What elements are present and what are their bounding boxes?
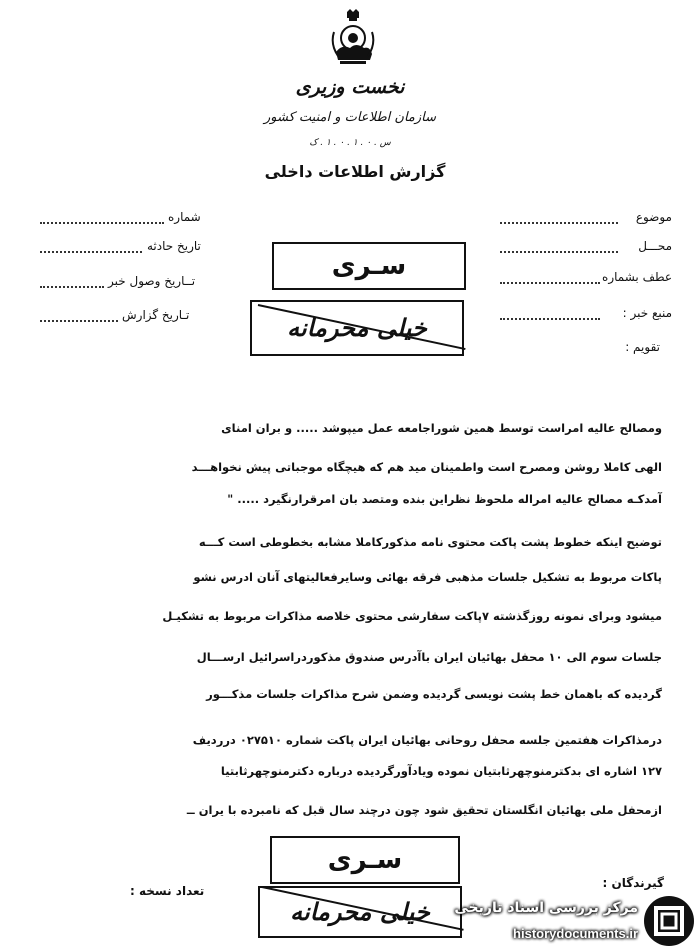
watermark-title: مرکز بررسی اسناد تاریخی	[454, 900, 638, 916]
body-line-10: ۱۲۷ اشاره ای بدکترمنوچهرثابتیان نموده ویادآورگردیده درباره دکترمنوچهرثابتیا	[220, 764, 662, 778]
number-dots	[40, 222, 164, 224]
place-dots	[500, 251, 618, 253]
stamp-very-confidential-bottom: خیلی محرمانه	[258, 886, 462, 938]
stamp-very-confidential-top: خیلی محرمانه	[250, 300, 464, 356]
label-receive-date: تــاریخ وصول خبر	[108, 274, 196, 288]
body-line-2: الهی کاملا روشن ومصرح است واطمینان مید هم که هیچگاه موجباتی پیش نخواهـــد	[191, 460, 662, 474]
reference-dots	[500, 282, 600, 284]
lion-and-sun-emblem-icon	[330, 8, 376, 68]
header-title-security-organization: سازمان اطلاعات و امنیت کشور	[263, 110, 437, 125]
event-date-dots	[40, 251, 142, 253]
label-event-date: تاریخ حادثه	[147, 239, 201, 253]
label-copies: تعداد نسخه :	[130, 884, 205, 898]
body-line-5: پاکات مربوط به تشکیل جلسات مذهبی فرقه بهائی وسایرفعالیتهای آنان ادرس نشو	[193, 570, 662, 584]
label-subject: موضوع	[635, 210, 672, 224]
archive-logo-icon	[642, 894, 696, 948]
label-recipients: گیرندگان :	[602, 876, 664, 890]
body-line-6: میشود وبرای نمونه روزگذشته ۷پاکت سفارشی محتوی خلاصه مذاکرات مربوط به تشکیـل	[162, 609, 662, 623]
label-number: شماره	[168, 210, 201, 224]
body-line-1: ومصالح عالیه امراست توسط همین شوراجامعه عمل میپوشد ..... و بران امنای	[221, 421, 662, 435]
subject-dots	[500, 222, 618, 224]
receive-date-dots	[40, 286, 104, 288]
stamp-secret-top: سـرى	[272, 242, 466, 290]
header-title-prime-ministry: نخست وزیری	[295, 76, 405, 98]
header-title-internal-report: گزارش اطلاعات داخلی	[264, 162, 446, 181]
report-date-dots	[40, 320, 118, 322]
body-line-4: توضیح اینکه خطوط پشت پاکت محتوی نامه مذکورکاملا مشابه بخطوطی است کـــه	[198, 535, 662, 549]
stamp-secret-bottom: سـرى	[270, 836, 460, 884]
label-assessment: تقویم :	[625, 340, 660, 354]
body-line-11: ازمحفل ملی بهائیان انگلستان تحقیق شود چون درچند سال قبل که نامبرده با یران ــ	[186, 803, 662, 817]
label-reference: عطف بشماره	[602, 270, 672, 284]
label-report-date: تـاریخ گزارش	[122, 308, 190, 322]
watermark-url: historydocuments.ir	[513, 926, 638, 941]
label-place: محـــل	[638, 239, 672, 253]
label-source: منبع خبر :	[622, 306, 672, 320]
source-dots	[500, 318, 600, 320]
body-line-9: درمذاکرات هفتمین جلسه محفل روحانی بهائیان ایران پاکت شماره ۰۲۷۵۱۰ درردیف	[192, 733, 662, 747]
body-line-8: گردیده که باهمان خط پشت نویسی گردیده وضمن شرح مذاکرات جلسات مذکـــور	[206, 687, 662, 701]
watermark	[430, 890, 700, 952]
header-code: س . ۰ . ۱ . ۰ . ۱ . ک	[309, 138, 391, 148]
body-line-3: آمدکـه مصالح عالیه امراله ملحوظ نظراین بنده ومتصد بان امرقرارنگیرد ..... "	[227, 492, 662, 506]
body-line-7: جلسات سوم الی ۱۰ محفل بهائیان ایران باآدرس صندوق مذکوردراسرائیل ارســـال	[196, 650, 662, 664]
